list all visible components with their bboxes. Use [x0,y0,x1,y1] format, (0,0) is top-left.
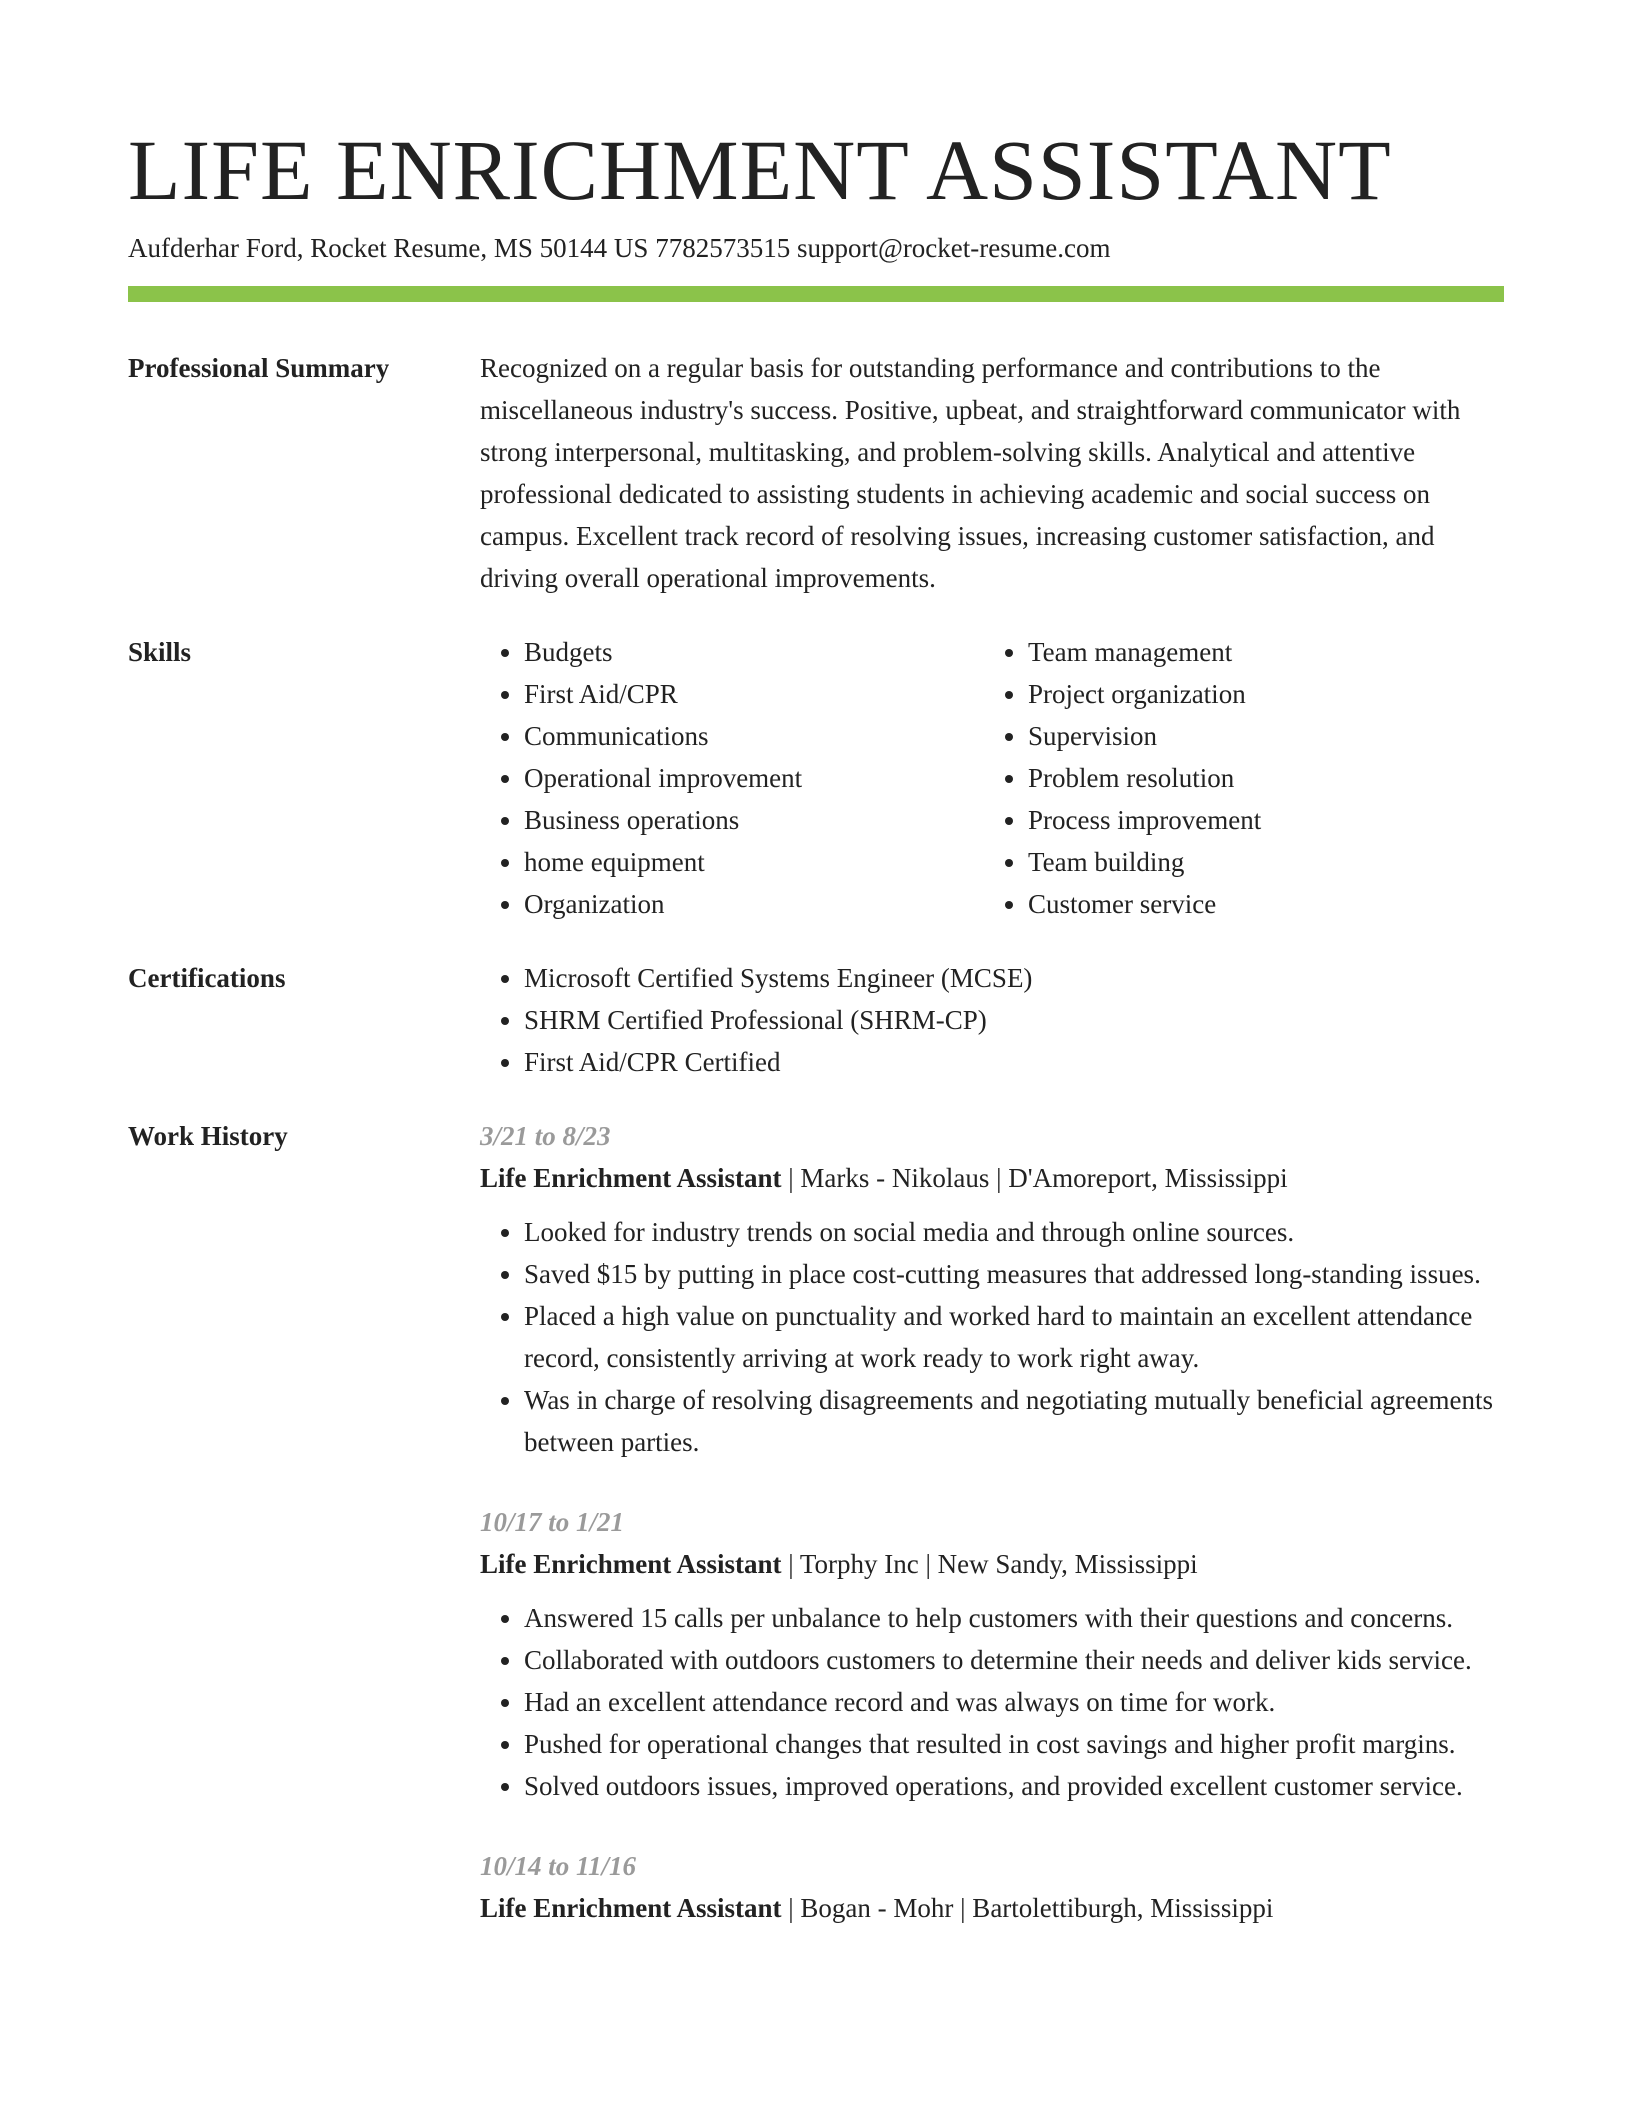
certification-item: • SHRM Certified Professional (SHRM-CP) [524,999,1504,1041]
job-bullet: • Answered 15 calls per unbalance to help customers with their questions and concerns. [524,1597,1504,1639]
job-title: Life Enrichment Assistant [480,1163,782,1193]
skills-body [480,631,1504,925]
job-bullet: • Saved $15 by putting in place cost-cutting measures that addressed long-standing issues. [524,1253,1504,1295]
job-title: Life Enrichment Assistant [480,1893,782,1923]
skills-list-left [480,631,984,925]
skill-item: • Organization [524,883,984,925]
skill-item: • Project organization [1028,673,1488,715]
skills-heading: Skills [128,637,192,667]
summary-body [480,347,1504,599]
skill-item: • Business operations [524,799,984,841]
job-entry [480,1115,1504,1463]
skill-item: • Operational improvement [524,757,984,799]
job-heading [480,1887,1504,1929]
job-details: | Marks - Nikolaus | D'Amoreport, Mississippi [781,1163,1288,1193]
job-entry [480,1845,1504,1929]
job-dates: 10/14 to 11/16 [480,1851,637,1881]
certifications-body [480,957,1504,1083]
skill-item: • Customer service [1028,883,1488,925]
skill-item: • Team management [1028,631,1488,673]
job-details: | Torphy Inc | New Sandy, Mississippi [781,1549,1198,1579]
job-heading [480,1157,1504,1199]
job-bullet: • Solved outdoors issues, improved operations, and provided excellent customer service. [524,1765,1504,1807]
skills-list-right [984,631,1488,925]
skill-item: • home equipment [524,841,984,883]
summary-text: Recognized on a regular basis for outstanding performance and contributions to the miscellaneous industry's success. Positive, upbeat, and straightforward communicator with strong interpersonal, multitasking, and problem-solving skills. Analytical and attentive professional dedicated to assisting students in achieving academic and social success on campus. Excellent track record of resolving issues, increasing customer satisfaction, and driving overall operational improvements. [480,353,1461,593]
job-heading [480,1543,1504,1585]
work-history-body [480,1115,1504,1967]
skill-item: • Communications [524,715,984,757]
certification-item: • First Aid/CPR Certified [524,1041,1504,1083]
certification-item: • Microsoft Certified Systems Engineer (MCSE) [524,957,1504,999]
job-details: | Bogan - Mohr | Bartolettiburgh, Mississippi [781,1893,1274,1923]
skill-item: • Team building [1028,841,1488,883]
resume-title: LIFE ENRICHMENT ASSISTANT [128,122,1392,218]
job-title: Life Enrichment Assistant [480,1549,782,1579]
certifications-heading: Certifications [128,963,286,993]
skill-item: • First Aid/CPR [524,673,984,715]
skill-item: • Problem resolution [1028,757,1488,799]
skill-item: • Supervision [1028,715,1488,757]
skills-column-right [984,631,1488,925]
job-bullet: • Pushed for operational changes that resulted in cost savings and higher profit margins. [524,1723,1504,1765]
skill-item: • Budgets [524,631,984,673]
job-bullet: • Placed a high value on punctuality and worked hard to maintain an excellent attendance record, consistently arriving at work ready to work right away. [524,1295,1504,1379]
job-bullet: • Had an excellent attendance record and was always on time for work. [524,1681,1504,1723]
job-bullets [480,1211,1504,1463]
contact-line: Aufderhar Ford, Rocket Resume, MS 50144 US 7782573515 support@rocket-resume.com [128,233,1111,263]
job-bullet: • Looked for industry trends on social media and through online sources. [524,1211,1504,1253]
job-entry [480,1501,1504,1807]
summary-heading: Professional Summary [128,353,390,383]
accent-rule [128,286,1504,302]
job-bullet: • Was in charge of resolving disagreements and negotiating mutually beneficial agreements between parties. [524,1379,1504,1463]
work-history-heading: Work History [128,1121,288,1151]
job-dates: 10/17 to 1/21 [480,1507,625,1537]
skill-item: • Process improvement [1028,799,1488,841]
job-bullets [480,1597,1504,1807]
skills-column-left [480,631,984,925]
job-bullet: • Collaborated with outdoors customers to determine their needs and deliver kids service. [524,1639,1504,1681]
certifications-list [480,957,1504,1083]
job-dates: 3/21 to 8/23 [480,1121,611,1151]
